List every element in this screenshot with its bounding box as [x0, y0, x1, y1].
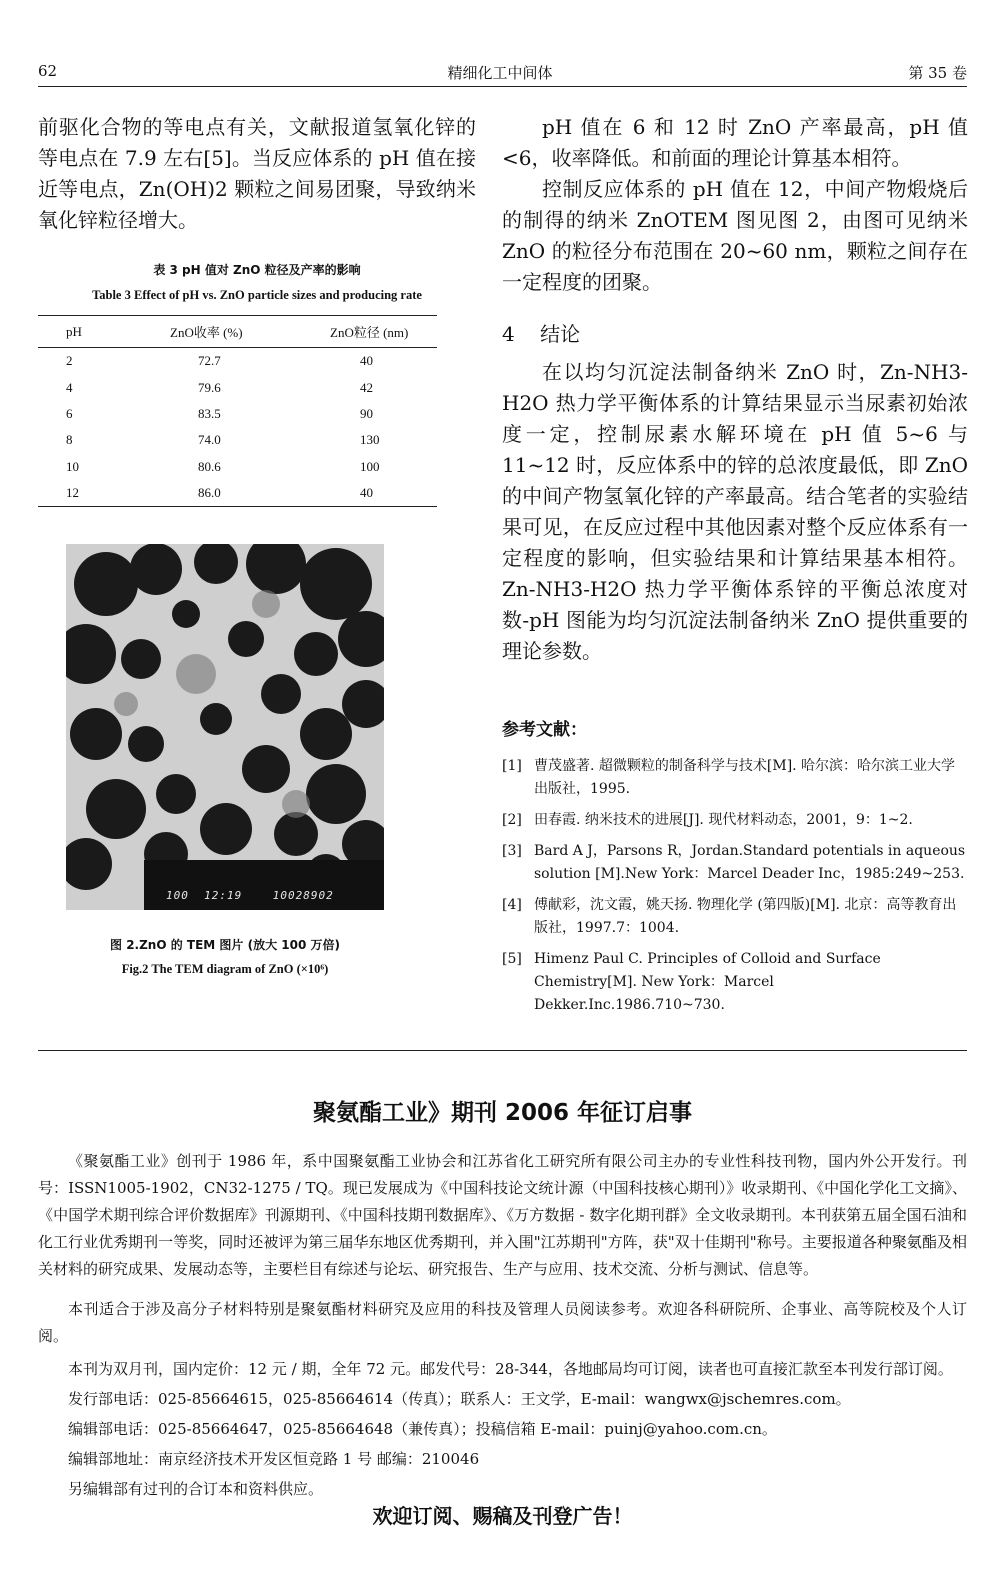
section-separator [38, 1050, 967, 1051]
section-heading-conclusion: 4 结论 [502, 322, 581, 346]
table-caption-en: Table 3 Effect of pH vs. ZnO particle sizes and producing rate [92, 288, 422, 302]
tem-image [66, 544, 384, 910]
reference-item [502, 840, 968, 886]
table-cell-ph: 10 [66, 458, 79, 474]
table-header-row [38, 316, 437, 348]
table-row [38, 374, 437, 400]
journal-title: 精细化工中间体 [447, 64, 553, 82]
table-cell-ph: 2 [66, 353, 73, 369]
reference-item [502, 755, 968, 801]
ad-footer: 欢迎订阅、赐稿及刊登广告！ [372, 1504, 633, 1528]
conclusion-paragraph: 在以均匀沉淀法制备纳米 ZnO 时，Zn-NH3-H2O 热力学平衡体系的计算结果显示当尿素初始浓度一定，控制尿素水解环境在 pH 值 5~6 与 11~12 时，反应体系中的锌的总浓度最低，即 ZnO 的中间产物氢氧化锌的产率最高。结合笔者的实验结果可见，在反应过程中其他因素对整个反应体系有一定程度的影响，但实验结果和计算结果基本相符。Zn-NH3-H2O 热力学平衡体系锌的平衡总浓度对数-pH 图能为均匀沉淀法制备纳米 ZnO 提供重要的理论参数。 [502, 360, 968, 663]
table-header-yield: ZnO收率 (%) [170, 316, 330, 348]
ad-line-distribution: 发行部电话：025-85664615，025-85664614（传真）；联系人：王文学，E-mail：wangwx@jschemres.com。 [68, 1390, 851, 1408]
tem-micrograph [66, 544, 384, 910]
table-cell-yield: 83.5 [198, 405, 221, 421]
reference-text: Bard A J，Parsons R，Jordan.Standard potentials in aqueous solution [M].New York：Marcel Deader Inc，1985:249~253. [534, 843, 966, 882]
ad-paragraph-2: 本刊适合于涉及高分子材料特别是聚氨酯材料研究及应用的科技及管理人员阅读参考。欢迎各科研院所、企事业、高等院校及个人订阅。 [38, 1300, 967, 1345]
table-cell-size: 90 [360, 405, 373, 421]
reference-item [502, 809, 968, 832]
references-heading: 参考文献： [502, 720, 587, 740]
table-header-ph: pH [38, 316, 170, 348]
reference-text: 曹茂盛著. 超微颗粒的制备科学与技术[M]. 哈尔滨：哈尔滨工业大学出版社，1995. [534, 758, 956, 797]
table-cell-yield: 72.7 [198, 353, 221, 369]
table-cell-ph: 4 [66, 379, 73, 395]
ad-line-address: 编辑部地址：南京经济技术开发区恒竞路 1 号 邮编：210046 [68, 1450, 480, 1468]
table-row [38, 480, 437, 507]
table-cell-yield: 80.6 [198, 458, 221, 474]
reference-number: [1] [502, 758, 522, 774]
volume-label: 第 35 卷 [908, 64, 967, 82]
reference-text: 田春霞. 纳米技术的进展[J]. 现代材料动态，2001，9：1~2. [534, 812, 913, 828]
reference-item [502, 948, 968, 1017]
table-cell-yield: 74.0 [198, 432, 221, 448]
reference-number: [3] [502, 843, 522, 859]
header-rule [38, 86, 967, 87]
table-cell-yield: 79.6 [198, 379, 221, 395]
table-cell-size: 40 [330, 480, 437, 507]
figure-caption-en: Fig.2 The TEM diagram of ZnO (×10⁶) [121, 962, 329, 976]
table-row [38, 454, 437, 480]
table-cell-size: 100 [360, 458, 380, 474]
data-table [38, 315, 437, 507]
reference-item [502, 894, 968, 940]
table-header-size: ZnO粒径 (nm) [330, 316, 437, 348]
tem-scale-text: 100 12:19 10028902 [166, 889, 334, 902]
left-paragraph: 前驱化合物的等电点有关，文献报道氢氧化锌的等电点在 7.9 左右[5]。当反应体系的 pH 值在接近等电点，Zn(OH)2 颗粒之间易团聚，导致纳米氧化锌粒径增大。 [38, 115, 476, 232]
ad-title: 聚氨酯工业》期刊 2006 年征订启事 [312, 1100, 693, 1126]
reference-text: 傅献彩，沈文霞，姚天扬. 物理化学 (第四版)[M]. 北京：高等教育出版社，1997.7：1004. [534, 897, 957, 936]
table-row [38, 427, 437, 453]
table-cell-ph: 8 [66, 432, 73, 448]
table-caption-cn: 表 3 pH 值对 ZnO 粒径及产率的影响 [153, 263, 361, 277]
right-paragraph-2: 控制反应体系的 pH 值在 12，中间产物煅烧后的制得的纳米 ZnOTEM 图见图 2，由图可见纳米 ZnO 的粒径分布范围在 20~60 nm，颗粒之间存在一定程度的团聚。 [502, 177, 968, 294]
ad-paragraph-1: 《聚氨酯工业》创刊于 1986 年，系中国聚氨酯工业协会和江苏省化工研究所有限公司主办的专业性科技刊物，国内外公开发行。刊号：ISSN1005-1902，CN32-1275 / TQ。现已发展成为《中国科技论文统计源（中国科技核心期刊）》收录期刊、《中国化学化工文摘》、《中国学术期刊综合评价数据库》刊源期刊、《中国科技期刊数据库》、《万方数据 - 数字化期刊群》全文收录期刊。本刊获第五届全国石油和化工行业优秀期刊一等奖，同时还被评为第三届华东地区优秀期刊，并入围"江苏期刊"方阵，获"双十佳期刊"称号。主要报道各种聚氨酯及相关材料的研究成果、发展动态等，主要栏目有综述与论坛、研究报告、生产与应用、技术交流、分析与测试、信息等。 [38, 1152, 967, 1278]
figure-caption-cn: 图 2.ZnO 的 TEM 图片 (放大 100 万倍) [110, 938, 340, 952]
table-row [38, 401, 437, 427]
reference-list [502, 755, 968, 1025]
table-cell-size: 40 [360, 353, 373, 369]
reference-text: Himenz Paul C. Principles of Colloid and Surface Chemistry[M]. New York：Marcel Dekker.Inc.1986.710~730. [534, 951, 881, 1013]
ad-contact-lines [38, 1354, 967, 1504]
reference-number: [5] [502, 951, 522, 967]
table-cell-yield: 86.0 [170, 480, 330, 507]
table-cell-size: 42 [360, 379, 373, 395]
ad-line-pricing: 本刊为双月刊，国内定价：12 元 / 期，全年 72 元。邮发代号：28-344，各地邮局均可订阅，读者也可直接汇款至本刊发行部订阅。 [68, 1360, 953, 1378]
table-row [38, 348, 437, 375]
table-cell-ph: 6 [66, 405, 73, 421]
reference-number: [4] [502, 897, 522, 913]
page-number: 62 [38, 62, 58, 80]
ad-line-back-issues: 另编辑部有过刊的合订本和资料供应。 [68, 1480, 324, 1498]
ad-line-editorial: 编辑部电话：025-85664647，025-85664648（兼传真）；投稿信箱 E-mail：puinj@yahoo.com.cn。 [68, 1420, 777, 1438]
table-cell-ph: 12 [38, 480, 170, 507]
right-paragraph-1: pH 值在 6 和 12 时 ZnO 产率最高，pH 值<6，收率降低。和前面的理论计算基本相符。 [502, 115, 968, 170]
table-cell-size: 130 [360, 432, 380, 448]
reference-number: [2] [502, 812, 522, 828]
